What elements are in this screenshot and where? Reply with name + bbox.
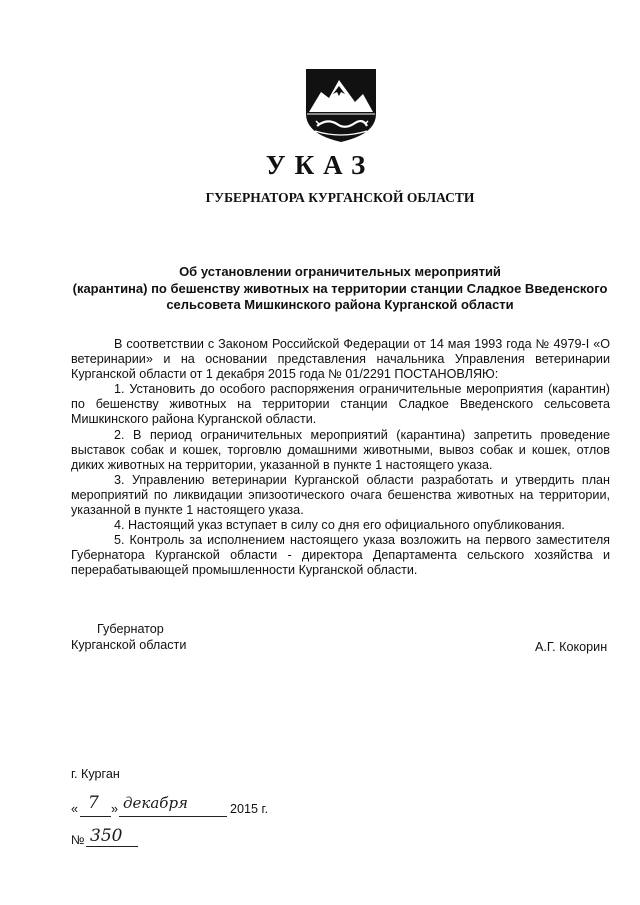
issuer-title: ГУБЕРНАТОРА КУРГАНСКОЙ ОБЛАСТИ [205,190,475,205]
date-day-handwritten: 7 [88,793,99,813]
preamble-paragraph: В соответствии с Законом Российской Федерации от 14 мая 1993 года № 4979-I «О ветеринарии» и на основании представления начальника Управления ветеринарии Курганской области от 1 декабря 2015 года № 01/2291 ПОСТАНОВЛЯЮ: [71,337,610,382]
decree-title: УКАЗ [265,150,375,180]
signatory-title-line: Губернатор [97,622,164,636]
clause-5-paragraph: 5. Контроль за исполнением настоящего указа возложить на первого заместителя Губернатора Курганской области - директора Департамента сельского хозяйства и перерабатывающей промышленности Курганской области. [71,533,610,578]
signatory-title [71,622,186,653]
decree-subject [60,264,620,314]
date-open-quote: « [71,802,79,816]
clause-3-paragraph: 3. Управлению ветеринарии Курганской области разработать и утвердить план мероприятий по ликвидации эпизоотического очага бешенства животных на территории, указанной в пункте 1 настоящего указа. [71,472,610,518]
date-year: 2015 г. [230,802,269,816]
subject-line: (карантина) по бешенству животных на территории станции Сладкое Введенского [72,280,608,296]
clause-2-paragraph: 2. В период ограничительных мероприятий (карантина) запретить проведение выставок собак и кошек, торговлю домашними животными, вывоз собак и кошек, отлов диких животных на территории, указанной в пункте 1 настоящего указа. [71,427,610,472]
clause-4-paragraph: 4. Настоящий указ вступает в силу со дня его официального опубликования. [114,518,565,533]
kurgan-coat-of-arms-emblem [305,68,377,143]
date-month-handwritten: декабря [123,794,188,812]
decree-number [71,828,191,850]
place-of-issue: г. Курган [71,767,120,781]
issue-date [71,793,311,819]
date-day-underline [80,816,111,817]
decree-number-handwritten: 350 [90,826,123,846]
number-underline [86,846,138,847]
date-month-underline [119,816,227,817]
signatory-name: А.Г. Кокорин [535,640,608,654]
number-sign: № [71,833,85,847]
clause-1-paragraph: 1. Установить до особого распоряжения ограничительные мероприятия (карантин) по бешенству животных на территории станции Сладкое Введенского сельсовета Мишкинского района Курганской области. [71,382,610,427]
subject-line: сельсовета Мишкинского района Курганской области [166,297,514,312]
signatory-title-line: Курганской области [71,637,187,652]
subject-line: Об установлении ограничительных мероприятий [179,264,501,279]
date-close-quote: » [111,802,119,816]
decree-body [71,337,610,579]
